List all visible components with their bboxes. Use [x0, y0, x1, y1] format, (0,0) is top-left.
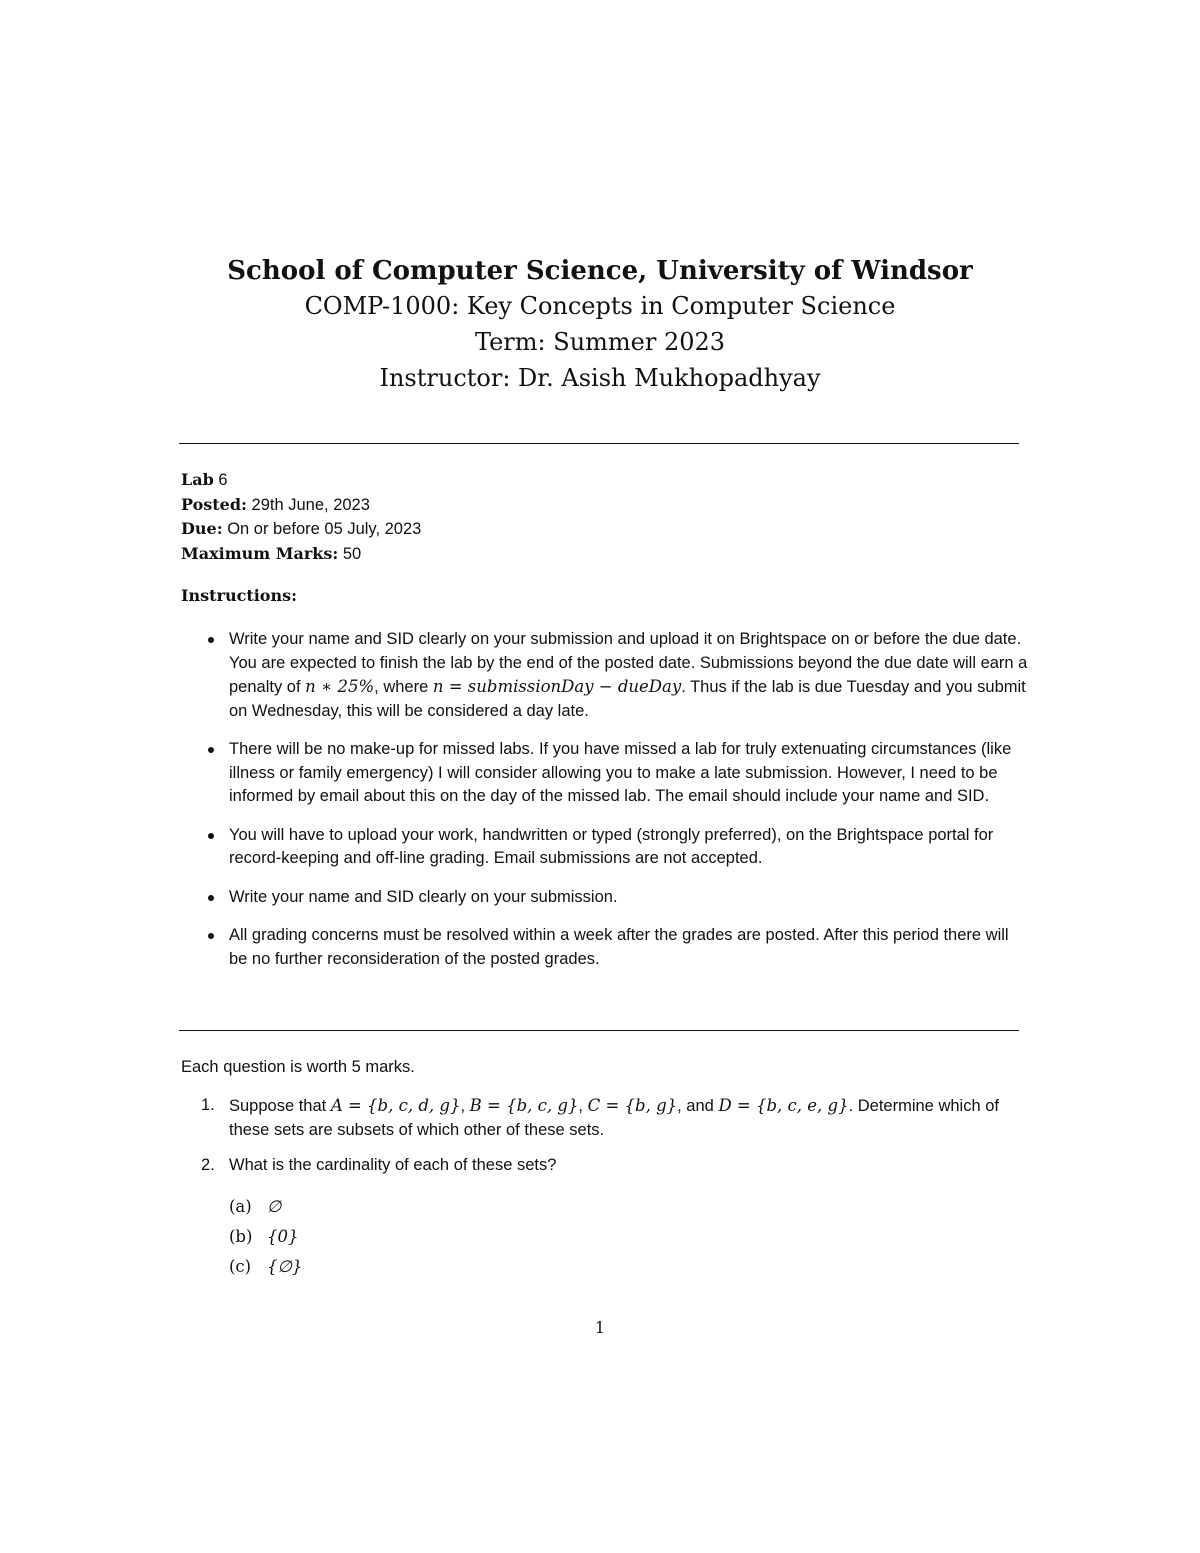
bullet-icon [208, 637, 214, 643]
term-line: Term: Summer 2023 [474, 328, 726, 356]
sub-question-set: ∅ [267, 1196, 282, 1216]
sub-question [229, 1192, 1029, 1222]
instruction-item: There will be no make-up for missed labs. If you have missed a lab for truly extenuating circumstances (like illness or family emergency) I will consider allowing you to make a late submission. However, I need to be informed by email about this on the day of the missed lab. The email should include your name and SID. [229, 738, 1029, 809]
questions-intro: Each question is worth 5 marks. [181, 1058, 415, 1076]
question-2: 2. What is the cardinality of each of these sets? (a) ∅ (b) {0} (c) {∅} [229, 1154, 1029, 1282]
instruction-item: Write your name and SID clearly on your submission. [229, 886, 1029, 910]
posted-value: 29th June, 2023 [251, 495, 370, 514]
question-1: 1. Suppose that A = {b, c, d, g}, B = {b, c, g}, C = {b, g}, and D = {b, c, e, g}. Determine which of these sets are subsets of which other of these sets. [201, 1096, 999, 1139]
bullet-icon [208, 747, 214, 753]
set-b: B = {b, c, g} [469, 1096, 579, 1115]
lab-value: 6 [218, 471, 228, 489]
marks-line [181, 542, 421, 567]
marks-value: 50 [342, 544, 362, 563]
sub-question-label: (c) [229, 1256, 252, 1276]
lab-meta [181, 468, 421, 566]
bullet-icon [208, 895, 214, 901]
instructions-heading: Instructions: [181, 586, 298, 605]
school-title: School of Computer Science, University of Windsor [227, 256, 973, 286]
lab-label: Lab [181, 470, 214, 489]
sub-question-list [229, 1192, 1029, 1282]
lab-number-line [181, 468, 421, 493]
due-line [181, 517, 421, 542]
sub-question [229, 1252, 1029, 1282]
posted-line [181, 493, 421, 518]
sub-question-set: {∅} [267, 1256, 303, 1276]
sub-question-label: (a) [229, 1196, 252, 1216]
instructor-line: Instructor: Dr. Asish Mukhopadhyay [379, 364, 821, 392]
instructions-list [229, 628, 1029, 986]
set-a: A = {b, c, d, g} [330, 1096, 461, 1115]
set-d: D = {b, c, e, g} [718, 1096, 849, 1115]
instruction-item: You will have to upload your work, handwritten or typed (strongly preferred), on the Brightspace portal for record-keeping and off-line grading. Email submissions are not accepted. [229, 824, 1029, 871]
top-divider [179, 443, 1019, 444]
sub-question-label: (b) [229, 1226, 253, 1246]
instruction-item: All grading concerns must be resolved within a week after the grades are posted. After this period there will be no further reconsideration of the posted grades. [229, 924, 1029, 971]
course-title: COMP-1000: Key Concepts in Computer Science [304, 292, 896, 320]
late-days-formula: n = submissionDay − dueDay [432, 677, 682, 696]
question-number: 1. [201, 1096, 215, 1114]
marks-label: Maximum Marks: [181, 543, 339, 563]
instruction-item: Write your name and SID clearly on your submission and upload it on Brightspace on or before the due date. You are expected to finish the lab by the end of the posted date. Submissions beyond the due date will earn a penalty of n ∗ 25%, where n = submissionDay − dueDay. Thus if the lab is due Tuesday and you submit on Wednesday, this will be considered a day late. [229, 628, 1029, 723]
question-number: 2. [201, 1156, 215, 1174]
bullet-icon [208, 833, 214, 839]
sub-question-set: {0} [267, 1226, 299, 1246]
page-number: 1 [594, 1318, 606, 1337]
bottom-divider [179, 1030, 1019, 1031]
bullet-icon [208, 933, 214, 939]
penalty-formula: n ∗ 25% [305, 677, 375, 696]
question-list [201, 1094, 1029, 1294]
due-value: On or before 05 July, 2023 [227, 520, 422, 538]
due-label: Due: [181, 519, 223, 538]
document-header [0, 254, 1200, 396]
set-c: C = {b, g} [587, 1096, 678, 1115]
posted-label: Posted: [181, 494, 247, 514]
sub-question [229, 1222, 1029, 1252]
